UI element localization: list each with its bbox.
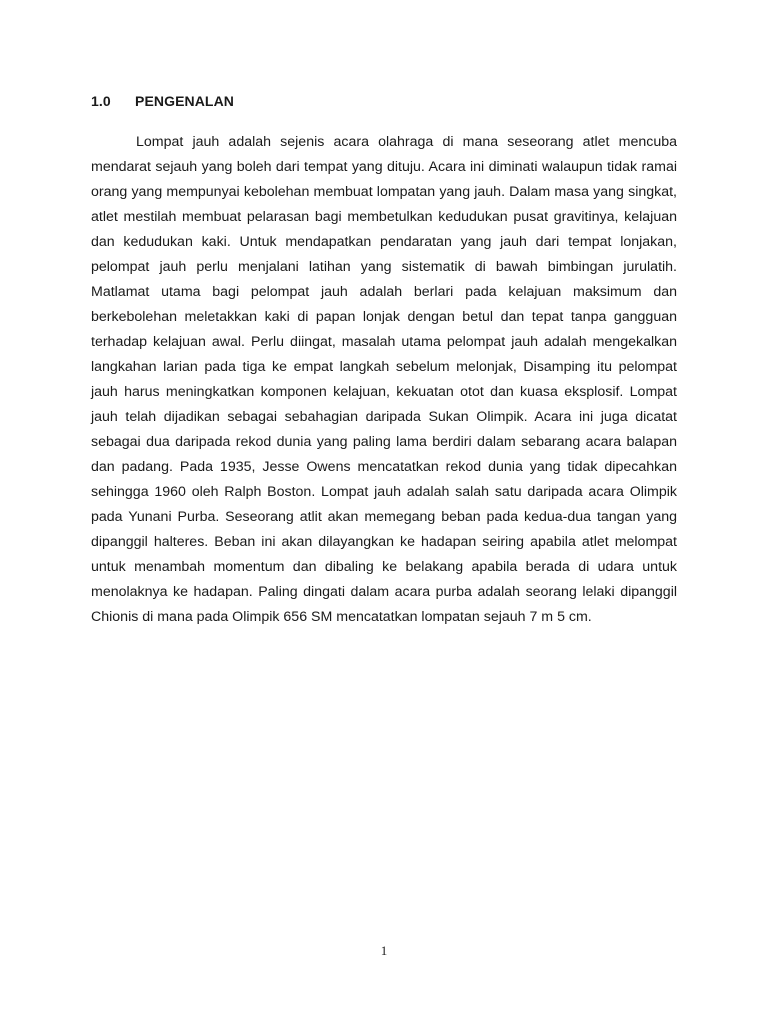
section-number: 1.0 — [91, 93, 111, 109]
body-paragraph: Lompat jauh adalah sejenis acara olahraga di mana seseorang atlet mencuba mendarat sejauh yang boleh dari tempat yang dituju. Acara ini diminati walaupun tidak ramai orang yang mempunyai kebolehan membuat lompatan yang jauh. Dalam masa yang singkat, atlet mestilah membuat pelarasan bagi membetulkan kedudukan pusat gravitinya, kelajuan dan kedudukan kaki. Untuk mendapatkan pendaratan yang jauh dari tempat lonjakan, pelompat jauh perlu menjalani latihan yang sistematik di bawah bimbingan jurulatih. Matlamat utama bagi pelompat jauh adalah berlari pada kelajuan maksimum dan berkebolehan meletakkan kaki di papan lonjak dengan betul dan tepat tanpa gangguan terhadap kelajuan awal. Perlu diingat, masalah utama pelompat jauh adalah mengekalkan langkahan larian pada tiga ke empat langkah sebelum melonjak, Disamping itu pelompat jauh harus meningkatkan komponen kelajuan, kekuatan otot dan kuasa eksplosif. Lompat jauh telah dijadikan sebagai sebahagian daripada Sukan Olimpik. Acara ini juga dicatat sebagai dua daripada rekod dunia yang paling lama berdiri dalam sebarang acara balapan dan padang. Pada 1935, Jesse Owens mencatatkan rekod dunia yang tidak dipecahkan sehingga 1960 oleh Ralph Boston. Lompat jauh adalah salah satu daripada acara Olimpik pada Yunani Purba. Seseorang atlit akan memegang beban pada kedua-dua tangan yang dipanggil halteres. Beban ini akan dilayangkan ke hadapan seiring apabila atlet melompat untuk menambah momentum dan dibaling ke belakang apabila berada di udara untuk menolaknya ke hadapan. Paling dingati dalam acara purba adalah seorang lelaki dipanggil Chionis di mana pada Olimpik 656 SM mencatatkan lompatan sejauh 7 m 5 cm. — [91, 134, 677, 625]
section-heading — [91, 93, 234, 109]
section-title: PENGENALAN — [135, 93, 235, 109]
page-number: 1 — [380, 943, 388, 958]
